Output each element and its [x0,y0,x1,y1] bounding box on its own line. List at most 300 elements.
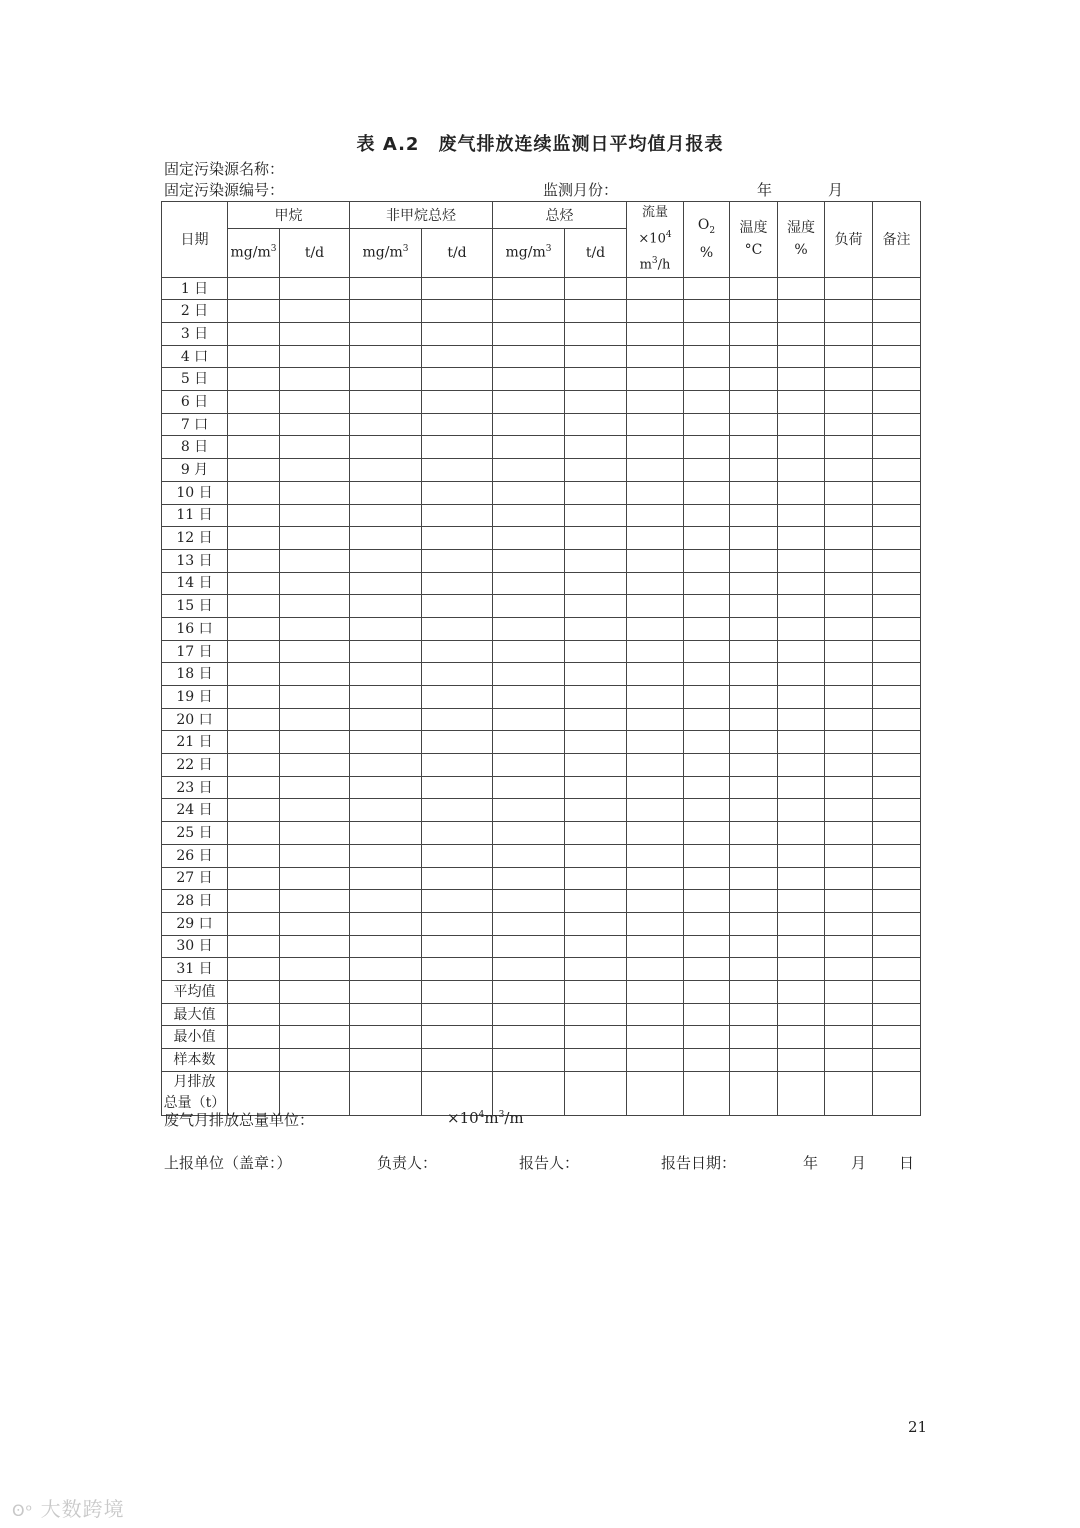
data-cell[interactable] [684,708,730,731]
data-cell[interactable] [280,413,350,436]
data-cell[interactable] [280,958,350,981]
data-cell[interactable] [684,504,730,527]
data-cell[interactable] [825,663,873,686]
data-cell[interactable] [730,572,778,595]
data-cell[interactable] [778,935,825,958]
data-cell[interactable] [422,686,493,709]
data-cell[interactable] [280,776,350,799]
data-cell[interactable] [684,1071,730,1115]
data-cell[interactable] [280,504,350,527]
data-cell[interactable] [825,504,873,527]
data-cell[interactable] [873,277,921,300]
data-cell[interactable] [627,980,684,1003]
data-cell[interactable] [825,708,873,731]
data-cell[interactable] [422,890,493,913]
data-cell[interactable] [493,481,565,504]
data-cell[interactable] [627,459,684,482]
data-cell[interactable] [350,844,422,867]
data-cell[interactable] [730,1026,778,1049]
data-cell[interactable] [873,799,921,822]
data-cell[interactable] [280,459,350,482]
data-cell[interactable] [228,1003,280,1026]
data-cell[interactable] [493,504,565,527]
data-cell[interactable] [422,368,493,391]
data-cell[interactable] [627,935,684,958]
data-cell[interactable] [493,663,565,686]
data-cell[interactable] [778,300,825,323]
data-cell[interactable] [825,527,873,550]
data-cell[interactable] [730,935,778,958]
data-cell[interactable] [778,1071,825,1115]
data-cell[interactable] [627,481,684,504]
data-cell[interactable] [873,504,921,527]
data-cell[interactable] [280,640,350,663]
data-cell[interactable] [778,323,825,346]
data-cell[interactable] [627,413,684,436]
data-cell[interactable] [684,391,730,414]
data-cell[interactable] [228,504,280,527]
data-cell[interactable] [684,527,730,550]
data-cell[interactable] [493,391,565,414]
data-cell[interactable] [228,572,280,595]
data-cell[interactable] [228,958,280,981]
data-cell[interactable] [493,1026,565,1049]
data-cell[interactable] [684,413,730,436]
data-cell[interactable] [627,890,684,913]
data-cell[interactable] [627,686,684,709]
data-cell[interactable] [627,391,684,414]
data-cell[interactable] [627,867,684,890]
data-cell[interactable] [730,277,778,300]
data-cell[interactable] [730,481,778,504]
data-cell[interactable] [565,391,627,414]
data-cell[interactable] [825,731,873,754]
data-cell[interactable] [873,935,921,958]
data-cell[interactable] [873,980,921,1003]
data-cell[interactable] [422,1003,493,1026]
data-cell[interactable] [730,980,778,1003]
data-cell[interactable] [422,617,493,640]
data-cell[interactable] [730,595,778,618]
data-cell[interactable] [565,663,627,686]
data-cell[interactable] [422,391,493,414]
data-cell[interactable] [493,572,565,595]
data-cell[interactable] [627,300,684,323]
data-cell[interactable] [280,708,350,731]
data-cell[interactable] [350,1049,422,1072]
data-cell[interactable] [565,890,627,913]
data-cell[interactable] [228,413,280,436]
data-cell[interactable] [228,527,280,550]
data-cell[interactable] [873,1003,921,1026]
data-cell[interactable] [280,300,350,323]
data-cell[interactable] [778,686,825,709]
data-cell[interactable] [422,481,493,504]
data-cell[interactable] [627,277,684,300]
data-cell[interactable] [228,935,280,958]
data-cell[interactable] [873,391,921,414]
data-cell[interactable] [627,958,684,981]
data-cell[interactable] [873,912,921,935]
data-cell[interactable] [825,300,873,323]
data-cell[interactable] [228,1049,280,1072]
data-cell[interactable] [350,731,422,754]
data-cell[interactable] [825,1071,873,1115]
data-cell[interactable] [627,799,684,822]
data-cell[interactable] [422,958,493,981]
data-cell[interactable] [873,300,921,323]
data-cell[interactable] [565,595,627,618]
data-cell[interactable] [730,413,778,436]
data-cell[interactable] [627,912,684,935]
data-cell[interactable] [873,527,921,550]
data-cell[interactable] [350,345,422,368]
data-cell[interactable] [350,708,422,731]
data-cell[interactable] [493,640,565,663]
data-cell[interactable] [825,1003,873,1026]
data-cell[interactable] [350,504,422,527]
data-cell[interactable] [280,481,350,504]
data-cell[interactable] [627,1003,684,1026]
data-cell[interactable] [778,549,825,572]
data-cell[interactable] [228,912,280,935]
data-cell[interactable] [730,867,778,890]
data-cell[interactable] [280,799,350,822]
data-cell[interactable] [565,504,627,527]
data-cell[interactable] [228,980,280,1003]
data-cell[interactable] [422,731,493,754]
data-cell[interactable] [825,776,873,799]
data-cell[interactable] [825,617,873,640]
data-cell[interactable] [684,822,730,845]
data-cell[interactable] [280,686,350,709]
data-cell[interactable] [565,686,627,709]
data-cell[interactable] [778,890,825,913]
data-cell[interactable] [873,459,921,482]
data-cell[interactable] [730,459,778,482]
data-cell[interactable] [684,799,730,822]
data-cell[interactable] [422,549,493,572]
data-cell[interactable] [280,572,350,595]
data-cell[interactable] [778,1049,825,1072]
data-cell[interactable] [825,391,873,414]
data-cell[interactable] [493,776,565,799]
data-cell[interactable] [684,323,730,346]
data-cell[interactable] [228,436,280,459]
data-cell[interactable] [350,1003,422,1026]
data-cell[interactable] [684,844,730,867]
data-cell[interactable] [565,323,627,346]
data-cell[interactable] [565,912,627,935]
data-cell[interactable] [565,459,627,482]
data-cell[interactable] [825,1049,873,1072]
data-cell[interactable] [873,640,921,663]
data-cell[interactable] [350,1071,422,1115]
data-cell[interactable] [684,935,730,958]
data-cell[interactable] [627,640,684,663]
data-cell[interactable] [825,1026,873,1049]
data-cell[interactable] [228,686,280,709]
data-cell[interactable] [825,686,873,709]
data-cell[interactable] [627,549,684,572]
data-cell[interactable] [825,549,873,572]
data-cell[interactable] [873,844,921,867]
data-cell[interactable] [684,867,730,890]
data-cell[interactable] [873,323,921,346]
data-cell[interactable] [350,323,422,346]
data-cell[interactable] [825,277,873,300]
data-cell[interactable] [730,368,778,391]
data-cell[interactable] [778,731,825,754]
data-cell[interactable] [873,1026,921,1049]
data-cell[interactable] [684,912,730,935]
data-cell[interactable] [730,527,778,550]
data-cell[interactable] [565,640,627,663]
data-cell[interactable] [778,799,825,822]
data-cell[interactable] [825,867,873,890]
data-cell[interactable] [825,754,873,777]
data-cell[interactable] [280,549,350,572]
data-cell[interactable] [730,391,778,414]
data-cell[interactable] [730,799,778,822]
data-cell[interactable] [565,549,627,572]
data-cell[interactable] [422,595,493,618]
data-cell[interactable] [627,345,684,368]
data-cell[interactable] [825,436,873,459]
data-cell[interactable] [730,822,778,845]
data-cell[interactable] [627,595,684,618]
data-cell[interactable] [825,368,873,391]
data-cell[interactable] [350,481,422,504]
data-cell[interactable] [627,1071,684,1115]
data-cell[interactable] [873,958,921,981]
data-cell[interactable] [350,617,422,640]
data-cell[interactable] [684,481,730,504]
data-cell[interactable] [565,617,627,640]
data-cell[interactable] [778,572,825,595]
data-cell[interactable] [228,1026,280,1049]
data-cell[interactable] [730,776,778,799]
data-cell[interactable] [778,640,825,663]
data-cell[interactable] [730,1003,778,1026]
data-cell[interactable] [493,754,565,777]
data-cell[interactable] [493,549,565,572]
data-cell[interactable] [684,345,730,368]
data-cell[interactable] [778,527,825,550]
data-cell[interactable] [493,277,565,300]
data-cell[interactable] [825,844,873,867]
data-cell[interactable] [627,1026,684,1049]
data-cell[interactable] [565,867,627,890]
data-cell[interactable] [350,300,422,323]
data-cell[interactable] [873,686,921,709]
data-cell[interactable] [493,617,565,640]
data-cell[interactable] [350,277,422,300]
data-cell[interactable] [873,595,921,618]
data-cell[interactable] [565,368,627,391]
data-cell[interactable] [493,527,565,550]
data-cell[interactable] [350,958,422,981]
data-cell[interactable] [730,345,778,368]
data-cell[interactable] [873,731,921,754]
data-cell[interactable] [565,754,627,777]
data-cell[interactable] [778,368,825,391]
data-cell[interactable] [684,663,730,686]
data-cell[interactable] [873,890,921,913]
data-cell[interactable] [684,595,730,618]
data-cell[interactable] [565,481,627,504]
data-cell[interactable] [280,980,350,1003]
data-cell[interactable] [825,958,873,981]
data-cell[interactable] [565,413,627,436]
data-cell[interactable] [228,345,280,368]
data-cell[interactable] [778,277,825,300]
data-cell[interactable] [422,663,493,686]
data-cell[interactable] [730,686,778,709]
data-cell[interactable] [228,844,280,867]
data-cell[interactable] [825,980,873,1003]
data-cell[interactable] [778,481,825,504]
data-cell[interactable] [565,844,627,867]
data-cell[interactable] [350,413,422,436]
data-cell[interactable] [422,776,493,799]
data-cell[interactable] [778,391,825,414]
data-cell[interactable] [350,549,422,572]
data-cell[interactable] [565,572,627,595]
data-cell[interactable] [778,822,825,845]
data-cell[interactable] [228,549,280,572]
data-cell[interactable] [825,323,873,346]
data-cell[interactable] [493,459,565,482]
data-cell[interactable] [730,731,778,754]
data-cell[interactable] [778,436,825,459]
data-cell[interactable] [422,754,493,777]
data-cell[interactable] [627,1049,684,1072]
data-cell[interactable] [825,890,873,913]
data-cell[interactable] [565,776,627,799]
data-cell[interactable] [627,572,684,595]
data-cell[interactable] [350,890,422,913]
data-cell[interactable] [493,436,565,459]
data-cell[interactable] [565,1049,627,1072]
data-cell[interactable] [778,459,825,482]
data-cell[interactable] [350,595,422,618]
data-cell[interactable] [565,436,627,459]
data-cell[interactable] [228,617,280,640]
data-cell[interactable] [422,300,493,323]
data-cell[interactable] [873,708,921,731]
data-cell[interactable] [684,1003,730,1026]
data-cell[interactable] [280,912,350,935]
data-cell[interactable] [493,799,565,822]
data-cell[interactable] [684,617,730,640]
data-cell[interactable] [825,572,873,595]
data-cell[interactable] [493,980,565,1003]
data-cell[interactable] [280,822,350,845]
data-cell[interactable] [422,277,493,300]
data-cell[interactable] [493,323,565,346]
data-cell[interactable] [493,958,565,981]
data-cell[interactable] [684,1049,730,1072]
data-cell[interactable] [350,912,422,935]
data-cell[interactable] [422,708,493,731]
data-cell[interactable] [350,754,422,777]
data-cell[interactable] [350,391,422,414]
data-cell[interactable] [730,1049,778,1072]
data-cell[interactable] [422,799,493,822]
data-cell[interactable] [350,368,422,391]
data-cell[interactable] [778,345,825,368]
data-cell[interactable] [684,890,730,913]
data-cell[interactable] [350,572,422,595]
data-cell[interactable] [350,867,422,890]
data-cell[interactable] [422,822,493,845]
data-cell[interactable] [422,436,493,459]
data-cell[interactable] [422,980,493,1003]
data-cell[interactable] [493,867,565,890]
data-cell[interactable] [493,300,565,323]
data-cell[interactable] [280,1003,350,1026]
data-cell[interactable] [422,1026,493,1049]
data-cell[interactable] [627,776,684,799]
data-cell[interactable] [493,935,565,958]
data-cell[interactable] [684,754,730,777]
data-cell[interactable] [350,663,422,686]
data-cell[interactable] [422,640,493,663]
data-cell[interactable] [778,754,825,777]
data-cell[interactable] [873,1071,921,1115]
data-cell[interactable] [627,617,684,640]
data-cell[interactable] [422,1049,493,1072]
data-cell[interactable] [422,413,493,436]
data-cell[interactable] [422,323,493,346]
data-cell[interactable] [228,754,280,777]
data-cell[interactable] [493,686,565,709]
data-cell[interactable] [228,459,280,482]
data-cell[interactable] [778,708,825,731]
data-cell[interactable] [228,776,280,799]
data-cell[interactable] [778,1026,825,1049]
data-cell[interactable] [565,1026,627,1049]
data-cell[interactable] [493,844,565,867]
data-cell[interactable] [280,277,350,300]
data-cell[interactable] [350,459,422,482]
data-cell[interactable] [873,617,921,640]
data-cell[interactable] [350,935,422,958]
data-cell[interactable] [684,686,730,709]
data-cell[interactable] [565,822,627,845]
data-cell[interactable] [730,912,778,935]
data-cell[interactable] [350,980,422,1003]
data-cell[interactable] [228,481,280,504]
data-cell[interactable] [684,436,730,459]
data-cell[interactable] [730,1071,778,1115]
data-cell[interactable] [627,731,684,754]
data-cell[interactable] [280,1026,350,1049]
data-cell[interactable] [350,799,422,822]
data-cell[interactable] [228,277,280,300]
data-cell[interactable] [280,1049,350,1072]
data-cell[interactable] [228,867,280,890]
data-cell[interactable] [280,617,350,640]
data-cell[interactable] [627,527,684,550]
data-cell[interactable] [493,890,565,913]
data-cell[interactable] [350,1026,422,1049]
data-cell[interactable] [493,595,565,618]
data-cell[interactable] [825,640,873,663]
data-cell[interactable] [565,527,627,550]
data-cell[interactable] [873,1049,921,1072]
